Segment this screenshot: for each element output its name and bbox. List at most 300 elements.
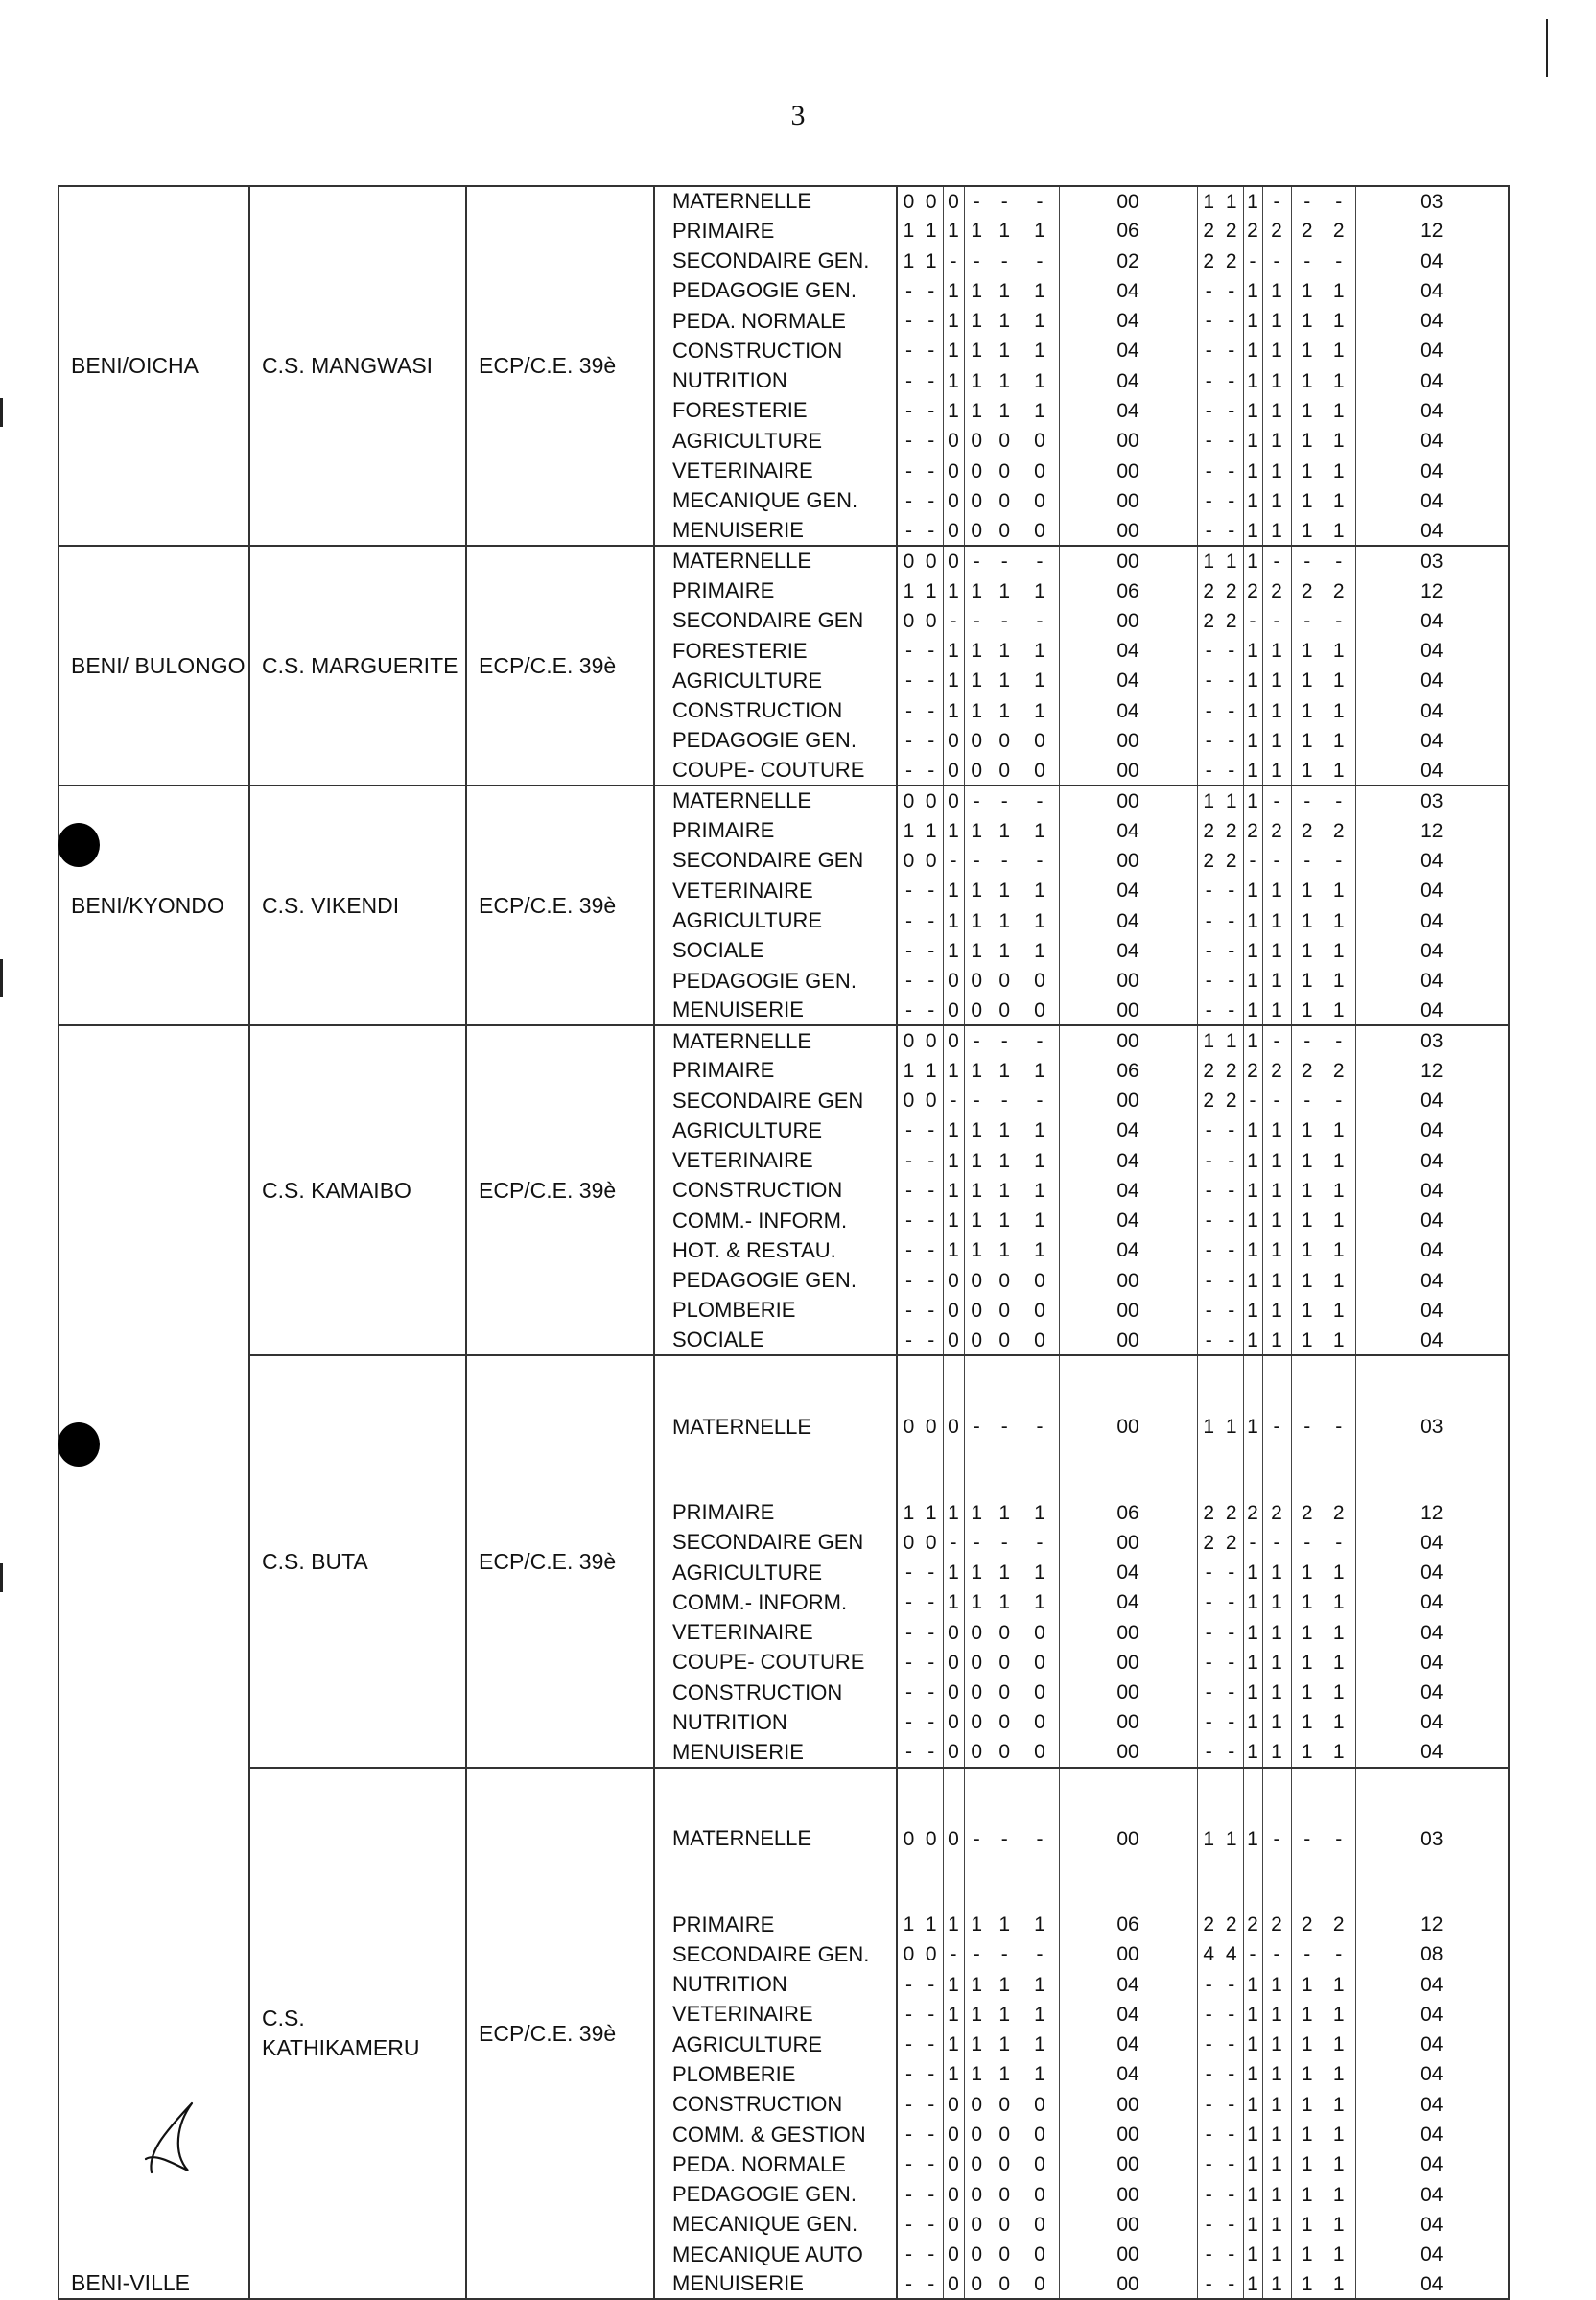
count-cell: 1 (943, 936, 964, 966)
count-cell: - (1291, 546, 1323, 575)
count-cell: 2 (1203, 1059, 1215, 1082)
count-cell: 1 (1021, 1970, 1059, 2000)
final-cell: 03 (1355, 786, 1509, 815)
count-cell: - (920, 2179, 943, 2209)
count-cell: - (1303, 849, 1311, 872)
count-cell: - (920, 516, 943, 546)
count-cell: 1 (1262, 426, 1291, 456)
count-cell: - (1205, 2153, 1212, 2176)
count-cell: - (973, 1943, 980, 1966)
count-cell: 0 (920, 546, 943, 575)
count-cell: 0 (971, 1741, 983, 1764)
count-cell: 0 (989, 1648, 1021, 1678)
final-cell: 03 (1355, 1355, 1509, 1497)
count-cell: 0 (971, 2093, 983, 2116)
subject-cell: CONSTRUCTION (654, 336, 897, 365)
count-cell: 1 (1243, 666, 1262, 695)
count-cell: 1 (971, 369, 983, 392)
count-cell: 2 (1203, 849, 1215, 872)
count-cell: 1 (1323, 666, 1355, 695)
count-cell: 1 (1323, 396, 1355, 426)
count-cell: - (905, 1711, 912, 1734)
total-cell: 04 (1059, 1587, 1197, 1617)
count-cell: 0 (971, 1651, 983, 1674)
count-cell: - (1220, 1206, 1243, 1235)
count-cell: 1 (1323, 1296, 1355, 1326)
count-cell: 2 (1323, 816, 1355, 846)
count-cell: 0 (1021, 1326, 1059, 1355)
subject-cell: CONSTRUCTION (654, 1176, 897, 1206)
count-cell: 1 (1301, 1239, 1313, 1262)
count-cell: - (1220, 2059, 1243, 2089)
count-cell: 1 (1323, 936, 1355, 966)
count-cell: 1 (1021, 306, 1059, 336)
count-cell: 0 (971, 489, 983, 512)
subject-cell: VETERINAIRE (654, 2000, 897, 2030)
count-cell: - (1220, 726, 1243, 756)
count-cell: - (989, 846, 1021, 876)
count-cell: 1 (1021, 1235, 1059, 1265)
subject-cell: SECONDAIRE GEN (654, 1528, 897, 1558)
count-cell: - (905, 669, 912, 692)
count-cell: 1 (971, 909, 983, 932)
count-cell: 1 (1323, 456, 1355, 485)
count-cell: 1 (989, 1498, 1021, 1528)
count-cell: 1 (971, 1973, 983, 1996)
total-cell: 00 (1059, 1707, 1197, 1737)
count-cell: 0 (897, 186, 920, 216)
count-cell: 0 (897, 1768, 920, 1910)
count-cell: 1 (971, 1561, 983, 1584)
count-cell: - (1205, 1328, 1212, 1351)
subject-cell: AGRICULTURE (654, 905, 897, 935)
count-cell: 0 (971, 2272, 983, 2295)
count-cell: 2 (1262, 1056, 1291, 1086)
count-cell: 0 (1021, 516, 1059, 546)
total-cell: 00 (1059, 2269, 1197, 2299)
final-cell: 04 (1420, 1269, 1443, 1292)
count-cell: - (920, 1206, 943, 1235)
count-cell: 1 (1262, 636, 1291, 666)
count-cell: 1 (971, 2003, 983, 2026)
count-cell: 1 (1243, 905, 1262, 935)
count-cell: - (905, 430, 912, 453)
final-cell: 04 (1420, 2003, 1443, 2026)
subject-cell: MATERNELLE (654, 546, 897, 575)
subject-cell: PEDA. NORMALE (654, 306, 897, 336)
count-cell: 0 (1021, 426, 1059, 456)
total-cell: 04 (1059, 636, 1197, 666)
table-row (59, 1025, 1509, 1055)
total-cell: 00 (1059, 1768, 1197, 1910)
count-cell: 1 (1323, 336, 1355, 365)
subject-cell: MATERNELLE (654, 1355, 897, 1497)
total-cell: 00 (1059, 966, 1197, 996)
count-cell: 2 (1220, 816, 1243, 846)
count-cell: 1 (1301, 399, 1313, 422)
subject-cell: MENUISERIE (654, 1738, 897, 1768)
table-row (59, 546, 1509, 575)
count-cell: 1 (1243, 2059, 1262, 2089)
count-cell: 2 (1203, 249, 1215, 272)
subject-cell: MATERNELLE (654, 186, 897, 216)
count-cell: 0 (1021, 966, 1059, 996)
count-cell: 1 (1021, 696, 1059, 726)
count-cell: - (1303, 1943, 1311, 1966)
count-cell: 1 (1243, 2120, 1262, 2149)
count-cell: - (905, 519, 912, 542)
count-cell: - (1262, 1086, 1291, 1115)
count-cell: - (1205, 459, 1212, 482)
count-cell: 1 (943, 2000, 964, 2030)
subject-cell: AGRICULTURE (654, 666, 897, 695)
total-cell: 00 (1059, 1528, 1197, 1558)
final-cell: 04 (1420, 939, 1443, 962)
count-cell: 1 (1323, 1206, 1355, 1235)
count-cell: - (1262, 606, 1291, 636)
count-cell: 1 (1301, 2272, 1313, 2295)
count-cell: - (920, 306, 943, 336)
count-cell: 0 (971, 1711, 983, 1734)
count-cell: - (905, 909, 912, 932)
count-cell: 1 (1021, 905, 1059, 935)
subject-cell: PEDAGOGIE GEN. (654, 1266, 897, 1296)
count-cell: 1 (1301, 1119, 1313, 1142)
count-cell: 2 (1243, 1910, 1262, 1939)
count-cell: 1 (1243, 966, 1262, 996)
subject-cell: PEDAGOGIE GEN. (654, 276, 897, 306)
count-cell: - (1220, 2030, 1243, 2059)
count-cell: 2 (1301, 1913, 1313, 1936)
count-cell: 1 (1021, 216, 1059, 246)
count-cell: 1 (1243, 1618, 1262, 1648)
final-cell: 04 (1420, 640, 1443, 663)
count-cell: 1 (920, 246, 943, 276)
count-cell: 2 (1301, 579, 1313, 602)
count-cell: 1 (989, 276, 1021, 306)
count-cell: 1 (1301, 2124, 1313, 2147)
count-cell: 2 (1220, 606, 1243, 636)
count-cell: 0 (920, 606, 943, 636)
location-cell: BENI-VILLE (59, 1025, 249, 2299)
subject-cell: VETERINAIRE (654, 1146, 897, 1176)
count-cell: 1 (943, 1146, 964, 1176)
count-cell: - (1205, 939, 1212, 962)
total-cell: 00 (1059, 756, 1197, 786)
count-cell: - (1205, 519, 1212, 542)
count-cell: 1 (943, 1558, 964, 1587)
count-cell: 1 (1323, 306, 1355, 336)
subject-cell: PRIMAIRE (654, 575, 897, 605)
count-cell: - (1323, 1355, 1355, 1497)
count-cell: 2 (1262, 1910, 1291, 1939)
count-cell: 1 (903, 1913, 915, 1936)
final-cell: 04 (1420, 609, 1443, 632)
count-cell: 0 (943, 426, 964, 456)
count-cell: 1 (943, 1235, 964, 1265)
subject-cell: PRIMAIRE (654, 1056, 897, 1086)
count-cell: 2 (1220, 216, 1243, 246)
final-cell: 03 (1355, 186, 1509, 216)
count-cell: 1 (943, 1115, 964, 1145)
count-cell: 1 (920, 1056, 943, 1086)
count-cell: 1 (1021, 2030, 1059, 2059)
subject-cell: MENUISERIE (654, 516, 897, 546)
count-cell: 1 (1301, 1328, 1313, 1351)
count-cell: 0 (920, 186, 943, 216)
count-cell: 0 (943, 1618, 964, 1648)
count-cell: - (1220, 1738, 1243, 1768)
count-cell: 1 (1323, 756, 1355, 786)
count-cell: - (905, 1149, 912, 1172)
count-cell: 0 (989, 456, 1021, 485)
count-cell: 1 (1301, 939, 1313, 962)
count-cell: 1 (1021, 1206, 1059, 1235)
final-cell: 04 (1420, 1531, 1443, 1554)
count-cell: - (905, 998, 912, 1021)
count-cell: 1 (943, 306, 964, 336)
count-cell: - (905, 1239, 912, 1262)
count-cell: - (920, 1296, 943, 1326)
count-cell: 2 (1203, 1531, 1215, 1554)
total-cell: 02 (1059, 246, 1197, 276)
count-cell: - (1262, 1528, 1291, 1558)
count-cell: 0 (971, 430, 983, 453)
count-cell: - (1205, 2093, 1212, 2116)
exam-cell: ECP/C.E. 39è (466, 786, 654, 1025)
count-cell: 0 (1021, 1648, 1059, 1678)
count-cell: 1 (920, 216, 943, 246)
count-cell: - (1323, 846, 1355, 876)
count-cell: 1 (1262, 726, 1291, 756)
count-cell: 1 (1243, 1176, 1262, 1206)
count-cell: 1 (1301, 519, 1313, 542)
count-cell: 0 (971, 1269, 983, 1292)
count-cell: 2 (1203, 579, 1215, 602)
count-cell: 1 (971, 1179, 983, 1202)
final-cell: 04 (1420, 2033, 1443, 2056)
count-cell: 1 (1220, 786, 1243, 815)
count-cell: 1 (943, 1910, 964, 1939)
count-cell: - (1323, 246, 1355, 276)
count-cell: 1 (1262, 996, 1291, 1025)
count-cell: 1 (1243, 726, 1262, 756)
final-cell: 04 (1420, 2272, 1443, 2295)
subject-cell: SECONDAIRE GEN. (654, 246, 897, 276)
count-cell: - (920, 1235, 943, 1265)
count-cell: 0 (943, 456, 964, 485)
scan-margin-mark (1546, 19, 1548, 77)
count-cell: - (1220, 666, 1243, 695)
count-cell: 1 (1323, 1266, 1355, 1296)
count-cell: 1 (1262, 2240, 1291, 2269)
count-cell: 1 (1323, 1235, 1355, 1265)
count-cell: - (1021, 1528, 1059, 1558)
total-cell: 00 (1059, 1025, 1197, 1055)
subject-cell: PRIMAIRE (654, 216, 897, 246)
total-cell: 04 (1059, 1206, 1197, 1235)
count-cell: 1 (943, 336, 964, 365)
count-cell: - (1220, 276, 1243, 306)
count-cell: - (943, 846, 964, 876)
total-cell: 04 (1059, 276, 1197, 306)
subject-cell: SECONDAIRE GEN (654, 846, 897, 876)
count-cell: - (1205, 1711, 1212, 1734)
count-cell: 0 (989, 1296, 1021, 1326)
count-cell: - (920, 366, 943, 396)
count-cell: - (920, 336, 943, 365)
count-cell: 1 (1323, 2269, 1355, 2299)
count-cell: 2 (1262, 816, 1291, 846)
final-cell: 04 (1420, 1973, 1443, 1996)
total-cell: 00 (1059, 2179, 1197, 2209)
count-cell: 1 (1021, 1115, 1059, 1145)
count-cell: 0 (989, 2240, 1021, 2269)
count-cell: - (905, 880, 912, 903)
school-options-table (58, 185, 1510, 2300)
count-cell: - (1303, 1090, 1311, 1113)
count-cell: 1 (1262, 306, 1291, 336)
count-cell: 0 (903, 1531, 915, 1554)
table-row (59, 1355, 1509, 1497)
count-cell: 0 (1021, 726, 1059, 756)
count-cell: - (1205, 1591, 1212, 1614)
count-cell: - (989, 546, 1021, 575)
final-cell: 12 (1420, 220, 1443, 243)
count-cell: 1 (971, 399, 983, 422)
total-cell: 06 (1059, 575, 1197, 605)
count-cell: - (1323, 1939, 1355, 1969)
count-cell: 2 (1243, 216, 1262, 246)
count-cell: - (964, 1025, 989, 1055)
count-cell: 1 (989, 1587, 1021, 1617)
count-cell: - (1262, 846, 1291, 876)
count-cell: 2 (1203, 1090, 1215, 1113)
count-cell: - (1323, 1528, 1355, 1558)
final-cell: 12 (1420, 1501, 1443, 1524)
count-cell: 1 (943, 876, 964, 905)
count-cell: 0 (971, 2213, 983, 2236)
count-cell: 1 (971, 669, 983, 692)
count-cell: - (920, 936, 943, 966)
count-cell: 0 (971, 2243, 983, 2266)
count-cell: 0 (920, 1528, 943, 1558)
count-cell: 1 (1301, 2003, 1313, 2026)
count-cell: - (1220, 336, 1243, 365)
count-cell: - (1021, 1025, 1059, 1055)
total-cell: 00 (1059, 426, 1197, 456)
count-cell: - (920, 1558, 943, 1587)
count-cell: - (1205, 1149, 1212, 1172)
count-cell: 1 (1262, 1587, 1291, 1617)
count-cell: 1 (1243, 1296, 1262, 1326)
count-cell: 0 (1021, 1266, 1059, 1296)
count-cell: 1 (1243, 336, 1262, 365)
total-cell: 04 (1059, 1146, 1197, 1176)
count-cell: - (1220, 1618, 1243, 1648)
final-cell: 03 (1355, 1768, 1509, 1910)
count-cell: - (920, 1326, 943, 1355)
count-cell: - (905, 459, 912, 482)
count-cell: 1 (1197, 186, 1220, 216)
subject-cell: COUPE- COUTURE (654, 756, 897, 786)
count-cell: - (1205, 1239, 1212, 1262)
count-cell: 1 (1262, 756, 1291, 786)
count-cell: - (1323, 1025, 1355, 1055)
subject-cell: VETERINAIRE (654, 876, 897, 905)
total-cell: 00 (1059, 1326, 1197, 1355)
count-cell: 1 (943, 216, 964, 246)
count-cell: - (1220, 516, 1243, 546)
count-cell: 2 (1301, 1059, 1313, 1082)
subject-cell: NUTRITION (654, 1707, 897, 1737)
final-cell: 04 (1420, 489, 1443, 512)
count-cell: 1 (943, 396, 964, 426)
final-cell: 04 (1420, 2213, 1443, 2236)
total-cell: 04 (1059, 816, 1197, 846)
count-cell: 1 (1301, 2033, 1313, 2056)
count-cell: 1 (943, 1587, 964, 1617)
count-cell: 1 (903, 1059, 915, 1082)
total-cell: 04 (1059, 396, 1197, 426)
count-cell: - (989, 1355, 1021, 1497)
count-cell: - (920, 666, 943, 695)
count-cell: 2 (1220, 575, 1243, 605)
final-cell: 12 (1420, 1059, 1443, 1082)
total-cell: 04 (1059, 696, 1197, 726)
count-cell: - (1205, 2003, 1212, 2026)
count-cell: 1 (1323, 1707, 1355, 1737)
count-cell: 1 (971, 699, 983, 722)
count-cell: 1 (989, 2030, 1021, 2059)
count-cell: 0 (1021, 1618, 1059, 1648)
count-cell: 1 (1301, 1591, 1313, 1614)
count-cell: 0 (943, 1678, 964, 1707)
count-cell: 1 (1197, 1355, 1220, 1497)
count-cell: 1 (1243, 1206, 1262, 1235)
final-cell: 04 (1420, 759, 1443, 782)
count-cell: 1 (1301, 369, 1313, 392)
count-cell: 1 (989, 336, 1021, 365)
final-cell: 03 (1355, 1025, 1509, 1055)
count-cell: 1 (1301, 2153, 1313, 2176)
count-cell: 1 (943, 366, 964, 396)
count-cell: 1 (1243, 876, 1262, 905)
count-cell: - (1021, 1086, 1059, 1115)
count-cell: - (1303, 609, 1311, 632)
count-cell: - (920, 636, 943, 666)
total-cell: 04 (1059, 905, 1197, 935)
count-cell: 2 (1301, 1501, 1313, 1524)
count-cell: 1 (989, 816, 1021, 846)
count-cell: - (1220, 756, 1243, 786)
count-cell: 0 (989, 996, 1021, 1025)
final-cell: 04 (1420, 2243, 1443, 2266)
count-cell: 0 (1021, 2179, 1059, 2209)
count-cell: 2 (1323, 216, 1355, 246)
total-cell: 00 (1059, 2120, 1197, 2149)
final-cell: 04 (1420, 249, 1443, 272)
final-cell: 04 (1420, 998, 1443, 1021)
count-cell: - (1205, 340, 1212, 363)
count-cell: - (920, 1115, 943, 1145)
count-cell: 0 (989, 1618, 1021, 1648)
subject-cell: SOCIALE (654, 1326, 897, 1355)
count-cell: - (1220, 636, 1243, 666)
count-cell: - (1220, 1115, 1243, 1145)
count-cell: 1 (1262, 1738, 1291, 1768)
final-cell: 04 (1420, 2124, 1443, 2147)
